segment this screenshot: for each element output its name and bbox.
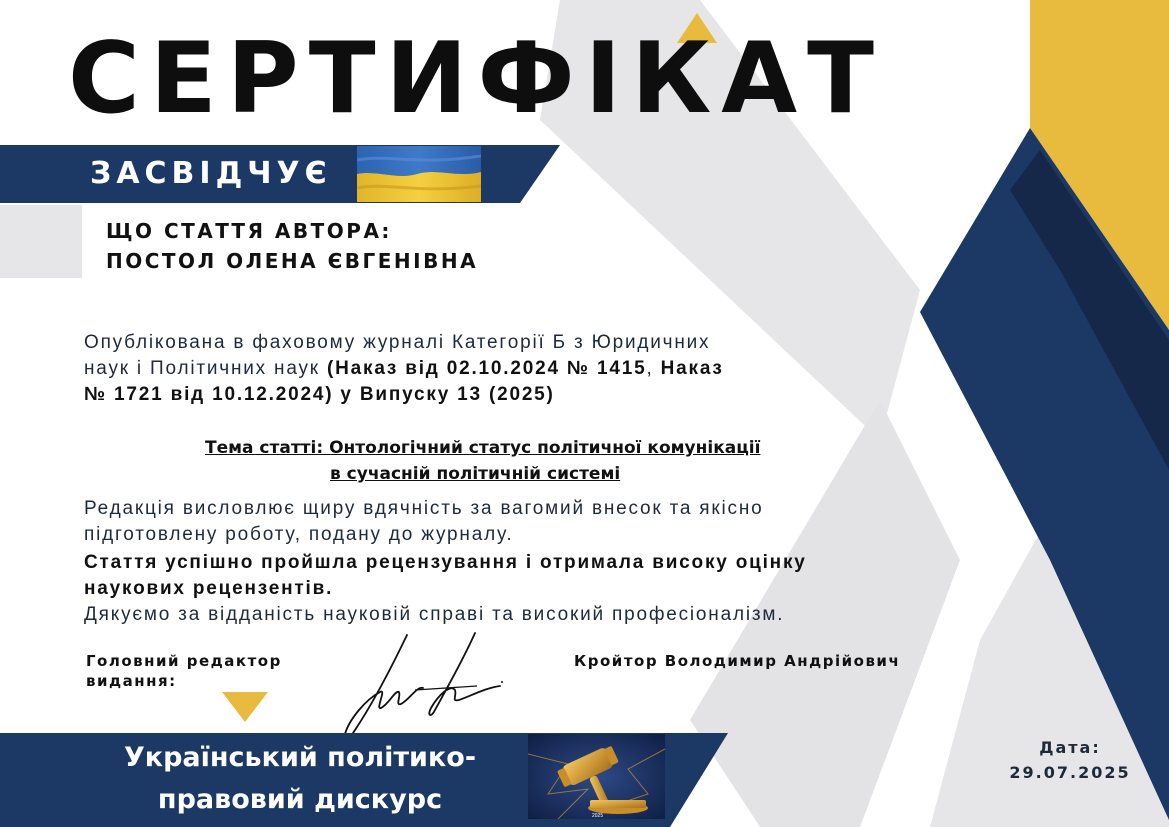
publication-line-1: Опублікована в фаховому журналі Категорії Б з Юридичних <box>84 332 711 353</box>
certifies-label: ЗАСВІДЧУЄ <box>90 156 332 191</box>
ukraine-flag-image <box>357 146 481 202</box>
journal-name-line-1: Український політико- <box>123 742 477 773</box>
editor-name: Кройтор Володимир Андрійович <box>574 652 901 670</box>
gavel-caption: 2025 <box>592 813 604 819</box>
author-intro: ЩО СТАТТЯ АВТОРА: <box>106 219 392 243</box>
review-line-2: наукових рецензентів. <box>84 578 334 599</box>
author-name: ПОСТОЛ ОЛЕНА ЄВГЕНІВНА <box>106 249 479 273</box>
date-value: 29.07.2025 <box>1009 763 1131 782</box>
order-2-start: Наказ <box>660 358 724 379</box>
gavel-image <box>528 734 665 819</box>
topic-line-1: Тема статті: Онтологічний статус політичної комунікації <box>205 438 761 458</box>
order-separator: , <box>646 358 661 379</box>
editor-role-line-1: Головний редактор <box>86 652 282 670</box>
handwritten-signature <box>335 630 510 745</box>
topic-line-2: в сучасній політичній системі <box>330 464 621 484</box>
publication-line-2-text: наук і Політичних наук <box>84 358 327 379</box>
date-label: Дата: <box>1039 738 1101 757</box>
thanks-line-1: Редакція висловлює щиру вдячність за вагомий внесок та якісно <box>84 498 764 519</box>
editor-role-line-2: видання: <box>86 672 177 690</box>
thanks-line-2: підготовлену роботу, подану до журналу. <box>84 524 514 545</box>
review-line-1: Стаття успішно пройшла рецензування і отримала високу оцінку <box>84 552 807 573</box>
publication-line-2 <box>84 356 724 382</box>
order-1: (Наказ від 02.10.2024 № 1415 <box>327 358 647 379</box>
publication-line-3: № 1721 від 10.12.2024) у Випуску 13 (2025) <box>84 384 555 405</box>
journal-name-line-2: правовий дискурс <box>157 784 443 815</box>
certificate-title: СЕРТИФІКАТ <box>68 22 885 136</box>
gratitude-line: Дякуємо за відданість науковій справі та високий професіоналізм. <box>84 604 785 625</box>
